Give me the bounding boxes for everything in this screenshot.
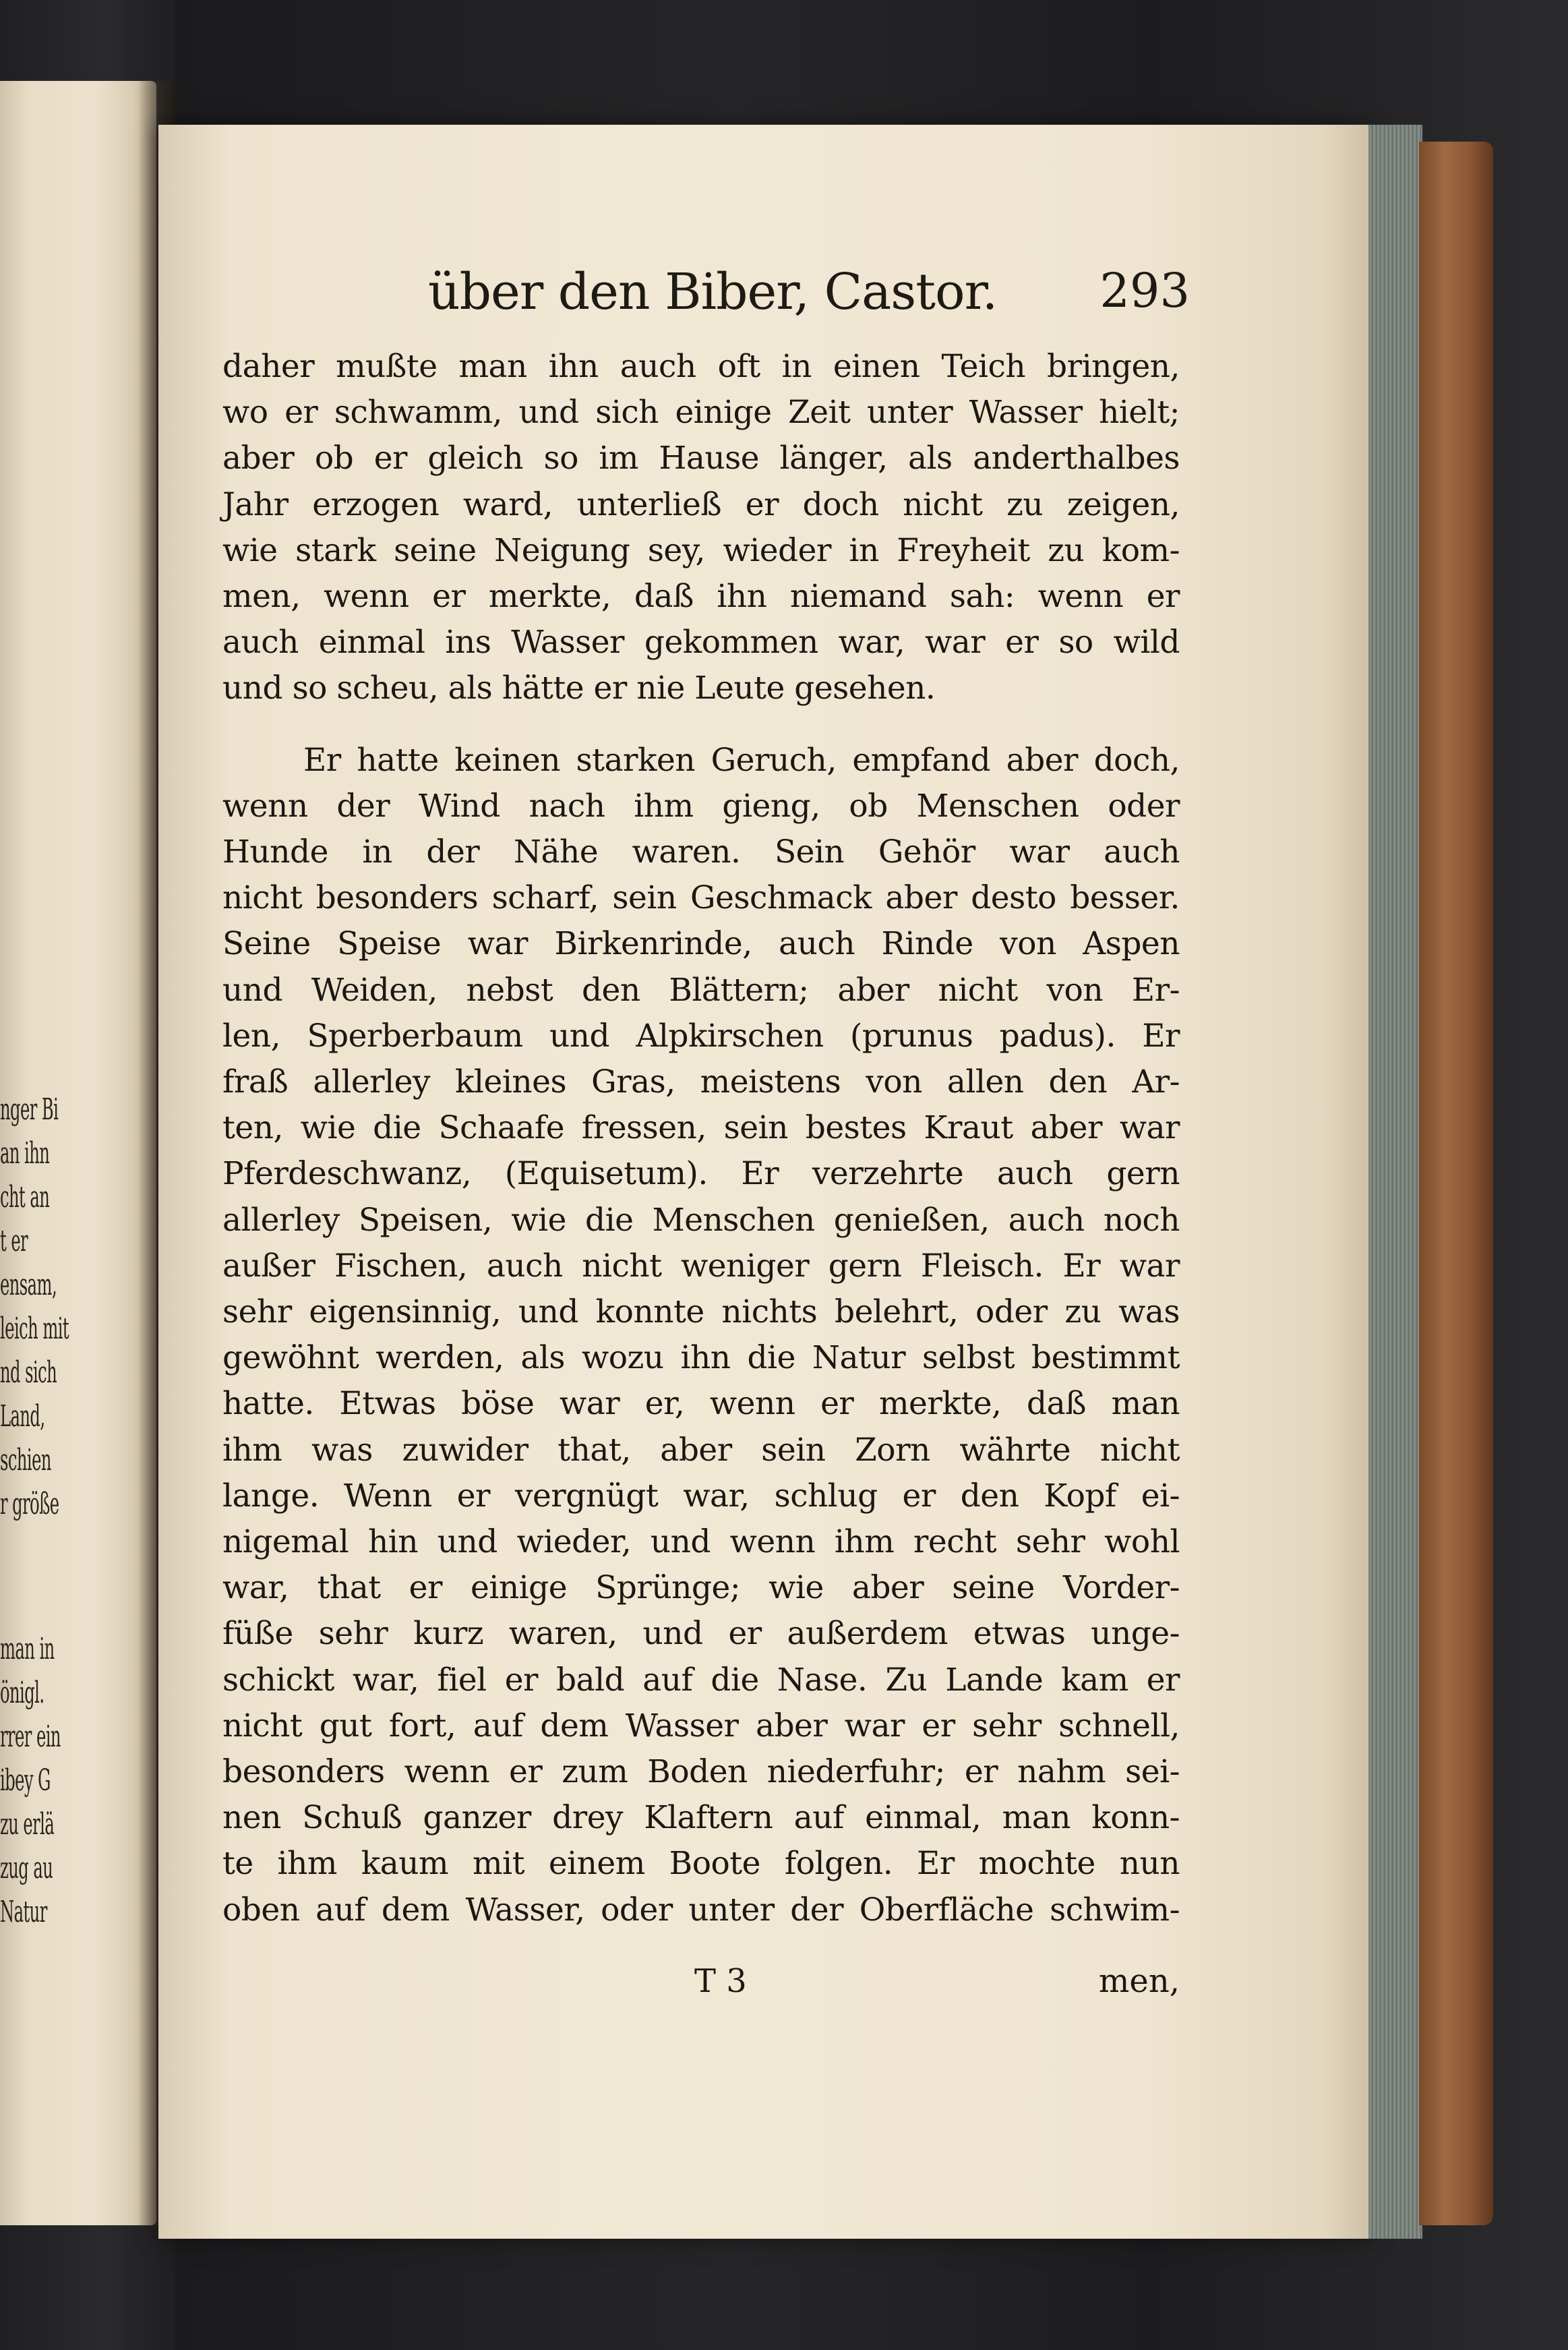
text-line: allerley Speisen, wie die Menschen genießen, auch noch [222, 1201, 1180, 1239]
text-line: ihm was zuwider that, aber sein Zorn währte nicht [222, 1431, 1180, 1469]
left-page-fragment: t er [0, 1224, 28, 1258]
text-line: wie stark seine Neigung sey, wieder in Freyheit zu kom- [222, 531, 1180, 569]
text-line: len, Sperberbaum und Alpkirschen (prunus padus). Er [222, 1017, 1180, 1055]
left-page-fragment: r größe [0, 1487, 59, 1521]
previous-page-edge [0, 81, 156, 2225]
text-line: men, wenn er merkte, daß ihn niemand sah: wenn er [222, 578, 1180, 615]
left-page-fragment: leich mit [0, 1312, 69, 1346]
left-page-fragment: önigl. [0, 1676, 44, 1710]
page-footer [222, 1962, 1180, 2009]
text-line: Seine Speise war Birkenrinde, auch Rinde von Aspen [222, 925, 1180, 963]
page-header [428, 263, 1190, 344]
text-line: hatte. Etwas böse war er, wenn er merkte, daß man [222, 1385, 1180, 1423]
text-line: nicht gut fort, auf dem Wasser aber war er sehr schnell, [222, 1707, 1180, 1744]
text-line: Jahr erzogen ward, unterließ er doch nicht zu zeigen, [222, 486, 1180, 523]
left-page-fragment: man in [0, 1632, 55, 1666]
text-line: gewöhnt werden, als wozu ihn die Natur selbst bestimmt [222, 1339, 1180, 1377]
left-page-fragment: schien [0, 1443, 51, 1477]
page-edges [1368, 125, 1422, 2239]
text-line: außer Fischen, auch nicht weniger gern Fleisch. Er war [222, 1247, 1180, 1285]
text-line: Pferdeschwanz, (Equisetum). Er verzehrte auch gern [222, 1155, 1180, 1193]
left-page-fragment: zug au [0, 1851, 53, 1885]
left-page-fragment: nger Bi [0, 1092, 59, 1127]
text-line: oben auf dem Wasser, oder unter der Oberfläche schwim- [222, 1891, 1180, 1929]
running-title: über den Biber, Castor. [428, 263, 998, 321]
text-line: auch einmal ins Wasser gekommen war, war er so wild [222, 624, 1180, 662]
left-page-fragment: nd sich [0, 1355, 57, 1390]
left-page-fragment: Land, [0, 1399, 45, 1434]
signature-mark: T 3 [694, 1962, 747, 2000]
catchword: men, [1098, 1962, 1180, 2000]
book-cover [1419, 142, 1493, 2225]
text-line: te ihm kaum mit einem Boote folgen. Er mochte nun [222, 1845, 1180, 1883]
left-page-fragment: ensam, [0, 1268, 57, 1302]
text-line: füße sehr kurz waren, und er außerdem etwas unge- [222, 1615, 1180, 1653]
text-line: daher mußte man ihn auch oft in einen Teich bringen, [222, 348, 1180, 385]
text-line: fraß allerley kleines Gras, meistens von allen den Ar- [222, 1063, 1180, 1100]
text-line: ten, wie die Schaafe fressen, sein bestes Kraut aber war [222, 1109, 1180, 1147]
text-line: lange. Wenn er vergnügt war, schlug er den Kopf ei- [222, 1477, 1180, 1515]
text-line: aber ob er gleich so im Hause länger, als anderthalbes [222, 440, 1180, 477]
text-line: nen Schuß ganzer drey Klaftern auf einmal, man konn- [222, 1799, 1180, 1837]
left-page-fragment: ibey G [0, 1763, 51, 1798]
text-line: wo er schwamm, und sich einige Zeit unter Wasser hielt; [222, 394, 1180, 432]
text-line: Hunde in der Nähe waren. Sein Gehör war auch [222, 833, 1180, 871]
text-line: wenn der Wind nach ihm gieng, ob Menschen oder [222, 787, 1180, 825]
left-page-fragment: cht an [0, 1180, 50, 1214]
text-line: Er hatte keinen starken Geruch, empfand aber doch, [303, 741, 1180, 779]
left-page-fragment: an ihn [0, 1136, 50, 1171]
text-line: nigemal hin und wieder, und wenn ihm recht sehr wohl [222, 1523, 1180, 1560]
text-line: sehr eigensinnig, und konnte nichts belehrt, oder zu was [222, 1293, 1180, 1330]
text-line: und so scheu, als hätte er nie Leute gesehen. [222, 670, 936, 707]
left-page-fragment: Natur [0, 1895, 47, 1929]
text-line: besonders wenn er zum Boden niederfuhr; er nahm sei- [222, 1753, 1180, 1790]
text-line: war, that er einige Sprünge; wie aber seine Vorder- [222, 1569, 1180, 1607]
left-page-fragment: rrer ein [0, 1720, 61, 1754]
text-line: schickt war, fiel er bald auf die Nase. Zu Lande kam er [222, 1661, 1180, 1699]
text-line: und Weiden, nebst den Blättern; aber nicht von Er- [222, 971, 1180, 1009]
page-number: 293 [1099, 263, 1190, 318]
text-line: nicht besonders scharf, sein Geschmack aber desto besser. [222, 879, 1180, 917]
left-page-fragment: zu erlä [0, 1807, 55, 1842]
